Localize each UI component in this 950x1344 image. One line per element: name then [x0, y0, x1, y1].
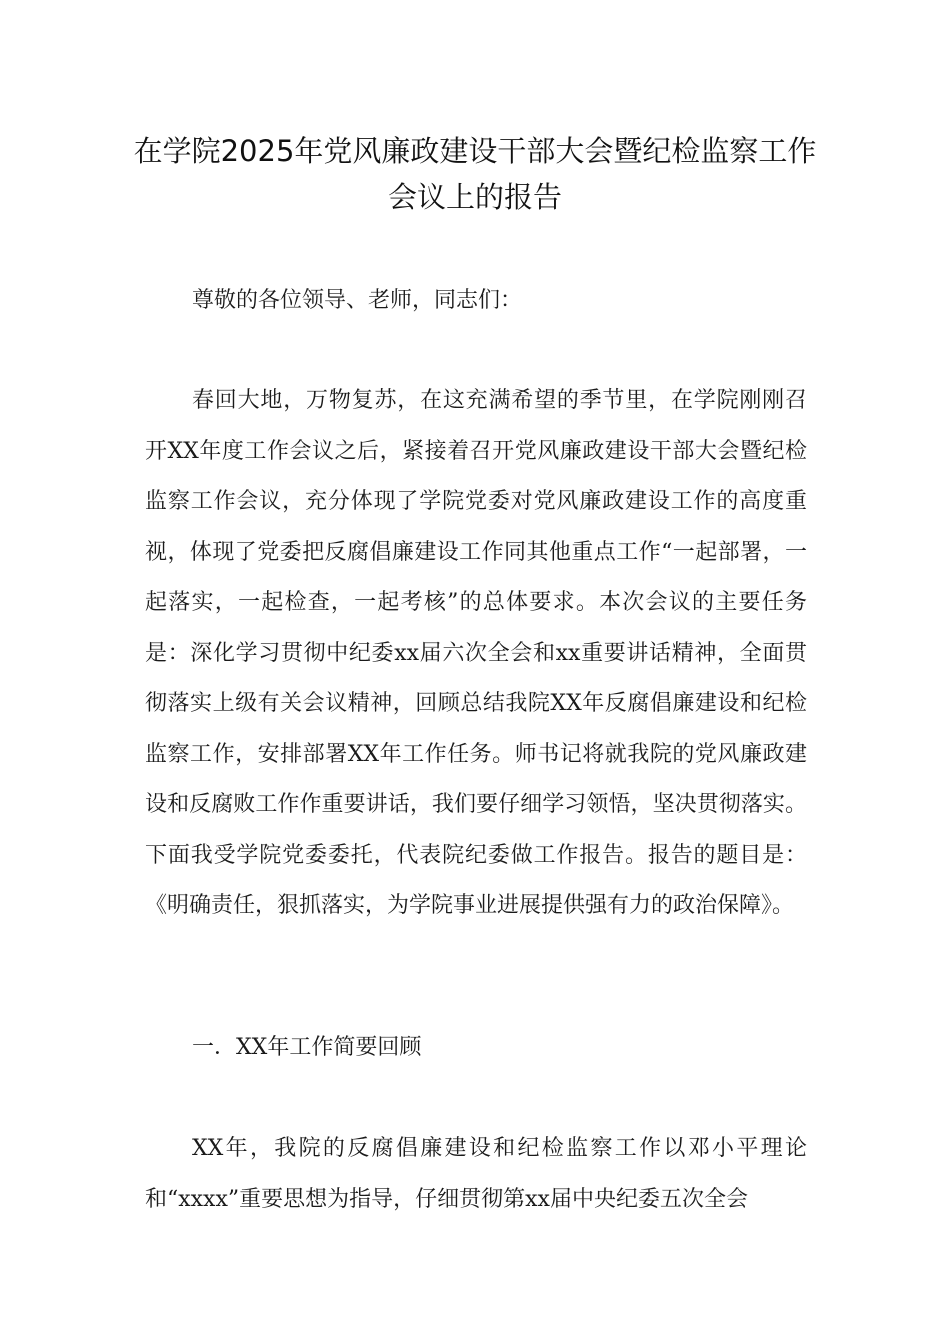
paragraph-review: XX年，我院的反腐倡廉建设和纪检监察工作以邓小平理论和“xxxx”重要思想为指导，仔细贯彻第xx届中央纪委五次全会 [145, 1136, 807, 1212]
document-title: 在学院2025年党风廉政建设干部大会暨纪检监察工作会议上的报告 [133, 134, 817, 214]
paragraph-intro: 春回大地，万物复苏，在这充满希望的季节里，在学院刚刚召开XX年度工作会议之后，紧接着召开党风廉政建设干部大会暨纪检监察工作会议，充分体现了学院党委对党风廉政建设工作的高度重视，体现了党委把反腐倡廉建设工作同其他重点工作“一起部署，一起落实，一起检查，一起考核”的总体要求。本次会议的主要任务是：深化学习贯彻中纪委xx届六次全会和xx重要讲话精神，全面贯彻落实上级有关会议精神，回顾总结我院XX年反腐倡廉建设和纪检监察工作，安排部署XX年工作任务。师书记将就我院的党风廉政建设和反腐败工作作重要讲话，我们要仔细学习领悟，坚决贯彻落实。下面我受学院党委委托，代表院纪委做工作报告。报告的题目是：《明确责任，狠抓落实，为学院事业进展提供强有力的政治保障》。 [145, 388, 807, 918]
section-heading: 一．XX年工作简要回顾 [192, 1035, 422, 1060]
salutation: 尊敬的各位领导、老师，同志们： [192, 288, 523, 313]
